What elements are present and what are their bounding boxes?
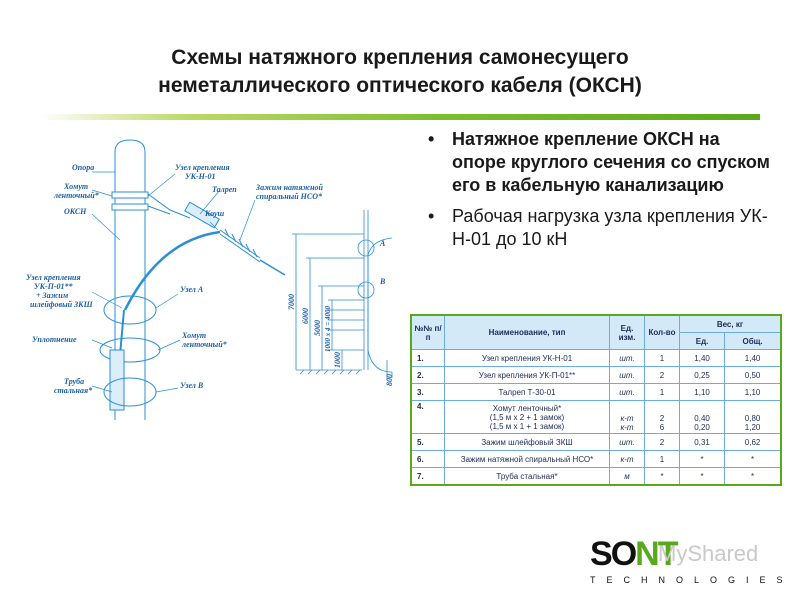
dim-1000: 1000 xyxy=(333,352,342,368)
cell-num: 3. xyxy=(411,384,445,401)
label-khomut-1b: ленточный* xyxy=(54,191,99,200)
label-zazhim-1: Зажим натяжной xyxy=(256,183,324,192)
cell-name: Талреп Т-30-01 xyxy=(445,384,610,401)
cell-qty: * xyxy=(645,468,680,486)
cell-num: 7. xyxy=(411,468,445,486)
cell-weight-unit: 1,40 xyxy=(680,350,725,367)
label-uzel-uk-2: УК-Н-01 xyxy=(185,172,216,181)
table-row xyxy=(411,434,781,451)
dimension-diagram xyxy=(282,200,402,390)
cell-qty: 1 xyxy=(645,384,680,401)
dim-800: 800 xyxy=(385,374,394,386)
bullet-item-1: • Натяжное крепление ОКСН на опоре круглого сечения со спуском его в кабельную канализацию xyxy=(420,128,770,197)
cell-num: 1. xyxy=(411,350,445,367)
cell-qty: 1 xyxy=(645,350,680,367)
logo-letters-nt: NT xyxy=(635,535,677,573)
cell-weight-unit: * xyxy=(680,468,725,486)
cell-unit: к-т xyxy=(610,451,645,468)
cell-weight-unit: 0,31 xyxy=(680,434,725,451)
label-opora: Опора xyxy=(72,163,95,172)
label-uplotnenie: Уплотнение xyxy=(32,335,77,344)
dim-7000: 7000 xyxy=(287,294,296,310)
table-row xyxy=(411,367,781,384)
cell-weight-unit: * xyxy=(680,451,725,468)
table-row xyxy=(411,401,781,434)
table-row xyxy=(411,350,781,367)
label-khomut-1: Хомут xyxy=(64,182,89,191)
title-line-2: неметаллического оптического кабеля (ОКСН) xyxy=(158,74,642,97)
dim-label-b: В xyxy=(380,277,386,286)
cell-qty: 1 xyxy=(645,451,680,468)
cell-name-line-3: (1,5 м х 1 + 1 замок) xyxy=(489,421,565,431)
label-uzel-uk-1: Узел крепления xyxy=(175,163,230,172)
label-oksn: ОКСН xyxy=(64,207,87,216)
title-line-1: Схемы натяжного крепления самонесущего xyxy=(171,46,629,69)
cell-name-line-2: (1,5 м х 2 + 1 замок) xyxy=(489,412,565,422)
cell-unit-line-2: к-т xyxy=(620,423,634,432)
cell-weight-total: * xyxy=(725,451,781,468)
cell-name: Зажим шлейфовый ЗКШ xyxy=(445,434,610,451)
dim-6000: 6000 xyxy=(301,308,310,324)
cell-name-line-1: Хомут ленточный* xyxy=(492,403,562,413)
cell-name: Узел крепления УК-П-01** xyxy=(445,367,610,384)
cell-weight-total: 0,50 xyxy=(725,367,781,384)
table-row xyxy=(411,451,781,468)
label-khomut-2b: ленточный* xyxy=(182,340,227,349)
label-zazhim-2: спиральный НСО* xyxy=(256,192,322,201)
cell-qty: 2 xyxy=(645,367,680,384)
logo-letter-o: O xyxy=(610,535,636,573)
th-name: Наименование, тип xyxy=(445,315,610,350)
cell-weight-total-line-1: 0,80 xyxy=(744,414,761,423)
cell-qty: 2 xyxy=(645,434,680,451)
cell-name: Узел крепления УК-Н-01 xyxy=(445,350,610,367)
label-uzel-ukp-1: Узел крепления xyxy=(26,273,81,282)
label-koush: Коуш xyxy=(205,209,225,218)
cell-unit: шт. xyxy=(610,367,645,384)
specification-table xyxy=(410,314,782,486)
cell-num: 6. xyxy=(411,451,445,468)
cell-name: Зажим натяжной спиральный НСО* xyxy=(445,451,610,468)
watermark-text: MyShared xyxy=(658,541,759,566)
logo-subtitle: TECHNOLOGIES xyxy=(590,575,794,585)
cell-unit: шт. xyxy=(610,350,645,367)
cell-weight-total: 0,62 xyxy=(725,434,781,451)
label-uzel-ukp-3: + Зажим xyxy=(36,291,69,300)
cell-weight-unit: 1,10 xyxy=(680,384,725,401)
cell-unit-line-1: к-т xyxy=(620,414,634,423)
label-talrep: Талреп xyxy=(212,185,237,194)
slide-title xyxy=(40,44,760,100)
th-num: №№ п/п xyxy=(411,315,445,350)
bullet-list xyxy=(420,128,770,259)
label-truba-1: Труба xyxy=(64,377,85,386)
cell-unit: шт. xyxy=(610,434,645,451)
cell-name: Труба стальная* xyxy=(445,468,610,486)
cell-weight-total: 1,40 xyxy=(725,350,781,367)
th-qty: Кол-во xyxy=(645,315,680,350)
label-uzel-ukp-4: шлейфовый ЗКШ xyxy=(30,300,93,309)
dim-5000: 5000 xyxy=(313,320,322,336)
label-truba-2: стальная* xyxy=(54,386,93,395)
cell-unit: м xyxy=(610,468,645,486)
cell-weight-total-line-2: 1,20 xyxy=(744,423,761,432)
cell-qty-line-2: 6 xyxy=(659,423,665,432)
cell-num: 4. xyxy=(411,401,445,434)
cell-qty-line-1: 2 xyxy=(659,414,665,423)
cell-num: 2. xyxy=(411,367,445,384)
label-uzel-a: Узел А xyxy=(180,285,204,294)
th-unit: Ед. изм. xyxy=(610,315,645,350)
th-weight: Вес, кг xyxy=(680,315,782,333)
title-accent-bar xyxy=(40,114,760,120)
label-uzel-b: Узел В xyxy=(180,381,204,390)
cell-unit: шт. xyxy=(610,384,645,401)
logo-letter-s: S xyxy=(590,535,611,573)
th-weight-unit: Ед. xyxy=(680,333,725,350)
cell-weight-unit-line-2: 0,20 xyxy=(694,423,710,432)
cell-weight-total: * xyxy=(725,468,781,486)
cell-weight-total: 1,10 xyxy=(725,384,781,401)
cell-weight-unit: 0,25 xyxy=(680,367,725,384)
company-logo xyxy=(590,535,794,590)
label-uzel-ukp-2: УК-П-01** xyxy=(34,282,73,291)
bullet-item-2: • Рабочая нагрузка узла крепления УК-Н-01 до 10 кН xyxy=(420,205,770,251)
table-row xyxy=(411,384,781,401)
th-weight-total: Общ. xyxy=(725,333,781,350)
dim-label-a: А xyxy=(380,239,386,248)
label-khomut-2: Хомут xyxy=(182,331,207,340)
table-row xyxy=(411,468,781,486)
dim-1000x4: 1000 х 4 = 4000 xyxy=(324,306,332,352)
cell-weight-unit-line-1: 0,40 xyxy=(694,414,710,423)
cell-num: 5. xyxy=(411,434,445,451)
